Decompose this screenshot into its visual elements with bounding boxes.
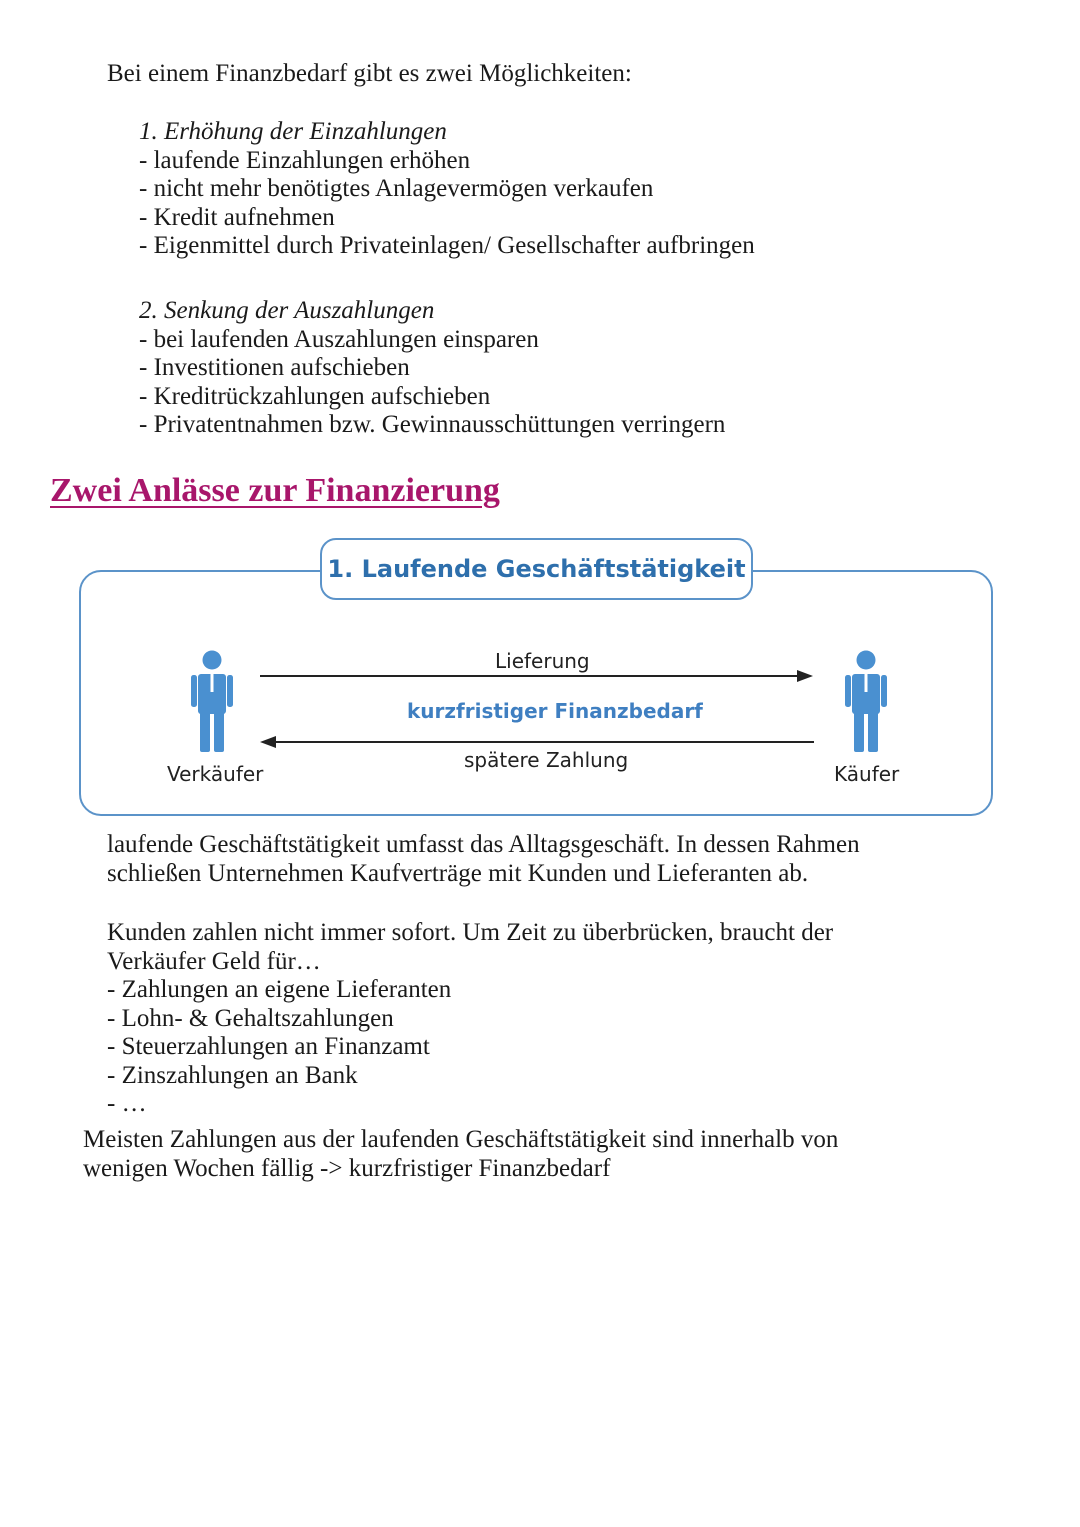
list-item: - bei laufenden Auszahlungen einsparen	[139, 325, 539, 353]
list-item: - Investitionen aufschieben	[139, 354, 410, 381]
intro-text: Bei einem Finanzbedarf gibt es zwei Möglichkeiten:	[107, 60, 632, 87]
conclusion-paragraph	[83, 1126, 838, 1183]
business-activity-diagram	[77, 536, 997, 822]
list-item: - Kreditrückzahlungen aufschieben	[139, 382, 491, 410]
paragraph-line: schließen Unternehmen Kaufverträge mit Kunden und Lieferanten ab.	[107, 859, 809, 887]
business-activity-paragraph	[107, 831, 860, 888]
short-term-need-label: kurzfristiger Finanzbedarf	[407, 699, 703, 723]
list-item: - Lohn- & Gehaltszahlungen	[107, 1004, 394, 1032]
seller-person-icon	[190, 650, 234, 754]
paragraph-line: Meisten Zahlungen aus der laufenden Geschäftstätigkeit sind innerhalb von	[83, 1126, 839, 1153]
diagram-title: 1. Laufende Geschäftstätigkeit	[320, 538, 753, 600]
list-item: - Steuerzahlungen an Finanzamt	[107, 1033, 430, 1060]
option-reduce-outflows	[139, 297, 725, 440]
list-item: - Zahlungen an eigene Lieferanten	[107, 976, 452, 1003]
list-item: - Zinszahlungen an Bank	[107, 1061, 358, 1089]
section-heading: Zwei Anlässe zur Finanzierung	[50, 472, 500, 509]
list-item: - nicht mehr benötigtes Anlagevermögen verkaufen	[139, 175, 654, 202]
list-item: - Kredit aufnehmen	[139, 203, 335, 231]
paragraph-line: laufende Geschäftstätigkeit umfasst das Alltagsgeschäft. In dessen Rahmen	[107, 831, 860, 858]
paragraph-line: Kunden zahlen nicht immer sofort. Um Zeit zu überbrücken, braucht der	[107, 919, 834, 946]
paragraph-line: Verkäufer Geld für…	[107, 947, 321, 975]
list-item: - laufende Einzahlungen erhöhen	[139, 146, 471, 174]
list-item: - Eigenmittel durch Privateinlagen/ Gesellschafter aufbringen	[139, 232, 755, 259]
buyer-person-icon	[844, 650, 888, 754]
seller-label: Verkäufer	[167, 762, 264, 786]
option-increase-inflows	[139, 118, 755, 261]
option-title: 1. Erhöhung der Einzahlungen	[139, 118, 447, 145]
option-title: 2. Senkung der Auszahlungen	[139, 297, 435, 324]
list-item: - …	[107, 1090, 147, 1117]
delivery-label: Lieferung	[495, 649, 590, 673]
list-item: - Privatentnahmen bzw. Gewinnausschüttungen verringern	[139, 411, 726, 438]
later-payment-label: spätere Zahlung	[464, 748, 629, 772]
buyer-label: Käufer	[834, 762, 900, 786]
payment-needs-paragraph	[107, 919, 833, 1119]
paragraph-line: wenigen Wochen fällig -> kurzfristiger Finanzbedarf	[83, 1154, 611, 1182]
